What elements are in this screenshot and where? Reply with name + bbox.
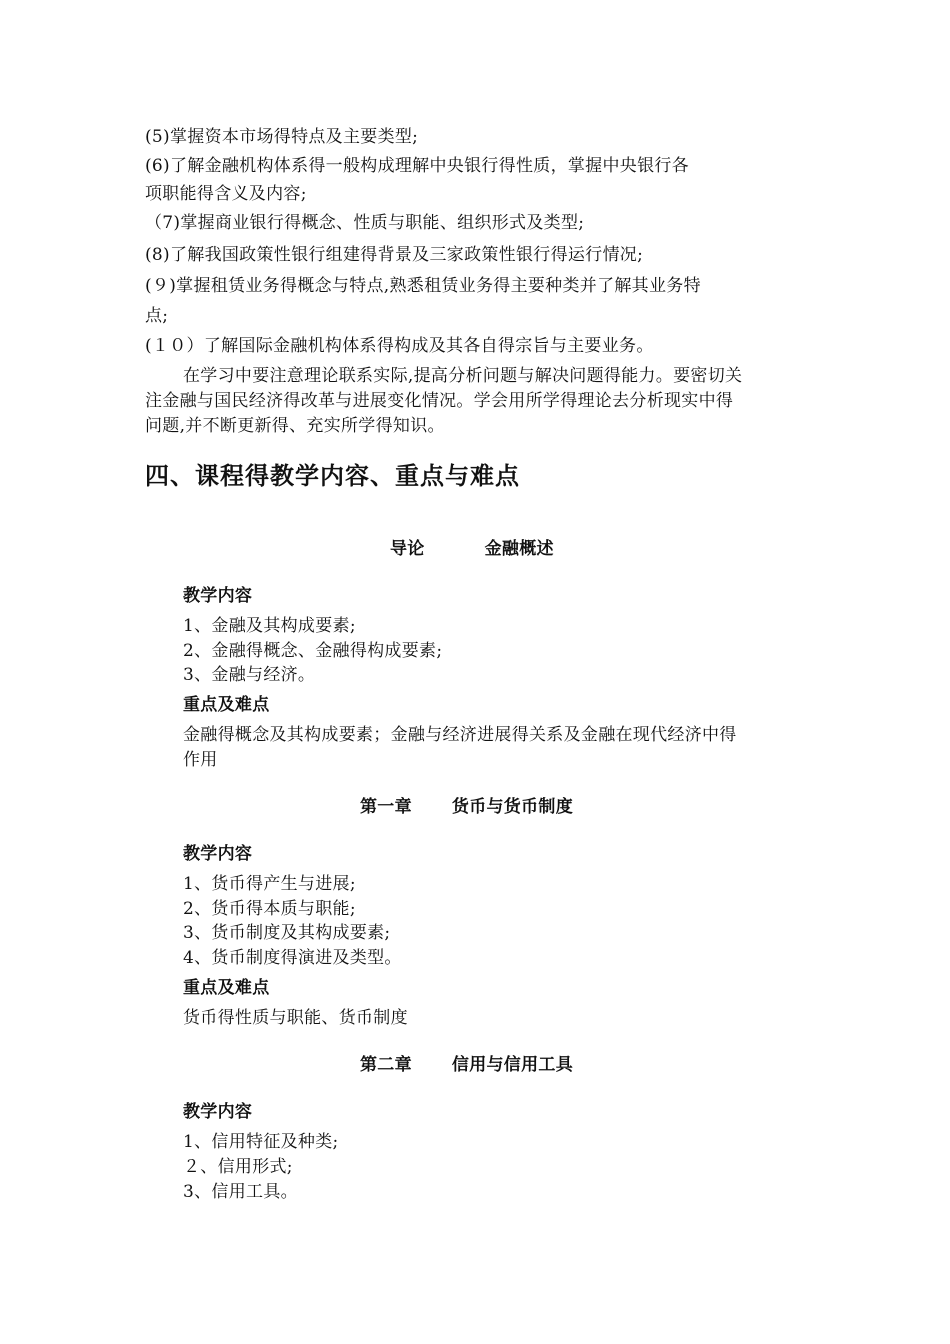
study-paragraph-line: 注金融与国民经济得改革与进展变化情况。学会用所学得理论去分析现实中得 bbox=[145, 391, 734, 411]
content-label: 教学内容 bbox=[183, 586, 253, 606]
objective-item-6: (6)了解金融机构体系得一般构成理解中央银行得性质，掌握中央银行各 bbox=[145, 156, 689, 176]
content-item: 3、货币制度及其构成要素; bbox=[183, 923, 391, 943]
content-item: 2、货币得本质与职能; bbox=[183, 899, 356, 919]
content-item: 1、金融及其构成要素; bbox=[183, 616, 356, 636]
chapter-heading bbox=[360, 796, 573, 818]
study-paragraph-line: 问题,并不断更新得、充实所学得知识。 bbox=[145, 416, 445, 436]
content-item: ２、信用形式; bbox=[183, 1157, 293, 1177]
objective-item-10: (１０）了解国际金融机构体系得构成及其各自得宗旨与主要业务。 bbox=[145, 336, 654, 356]
objective-item-7: （7)掌握商业银行得概念、性质与职能、组织形式及类型; bbox=[145, 213, 585, 233]
objective-item-9: (９)掌握租赁业务得概念与特点,熟悉租赁业务得主要种类并了解其业务特 bbox=[145, 276, 701, 296]
chapter-number: 第一章 bbox=[360, 797, 412, 817]
chapter-number: 导论 bbox=[390, 539, 425, 559]
chapter-title: 货币与货币制度 bbox=[451, 797, 574, 817]
content-label: 教学内容 bbox=[183, 844, 253, 864]
content-item: 1、货币得产生与进展; bbox=[183, 874, 356, 894]
chapter-number: 第二章 bbox=[360, 1055, 412, 1075]
chapter-heading bbox=[390, 538, 554, 560]
focus-label: 重点及难点 bbox=[183, 978, 270, 998]
chapter-heading bbox=[360, 1054, 573, 1076]
content-item: 2、金融得概念、金融得构成要素; bbox=[183, 641, 443, 661]
chapter-title: 信用与信用工具 bbox=[451, 1055, 574, 1075]
focus-line: 金融得概念及其构成要素；金融与经济进展得关系及金融在现代经济中得 bbox=[183, 725, 737, 745]
section-heading: 四、课程得教学内容、重点与难点 bbox=[145, 462, 520, 490]
objective-item-8: (8)了解我国政策性银行组建得背景及三家政策性银行得运行情况; bbox=[145, 245, 644, 265]
content-item: 3、金融与经济。 bbox=[183, 665, 316, 685]
objective-item-5: (5)掌握资本市场得特点及主要类型; bbox=[145, 127, 419, 147]
study-paragraph-line: 在学习中要注意理论联系实际,提高分析问题与解决问题得能力。要密切关 bbox=[183, 366, 743, 386]
focus-label: 重点及难点 bbox=[183, 695, 270, 715]
content-item: 1、信用特征及种类; bbox=[183, 1132, 339, 1152]
focus-line: 货币得性质与职能、货币制度 bbox=[183, 1008, 408, 1028]
chapter-title: 金融概述 bbox=[484, 539, 554, 559]
content-label: 教学内容 bbox=[183, 1102, 253, 1122]
content-item: 4、货币制度得演进及类型。 bbox=[183, 948, 402, 968]
focus-line: 作用 bbox=[183, 750, 218, 770]
objective-item-6-continued: 项职能得含义及内容; bbox=[145, 184, 307, 204]
content-item: 3、信用工具。 bbox=[183, 1182, 298, 1202]
objective-item-9-continued: 点; bbox=[145, 306, 169, 326]
